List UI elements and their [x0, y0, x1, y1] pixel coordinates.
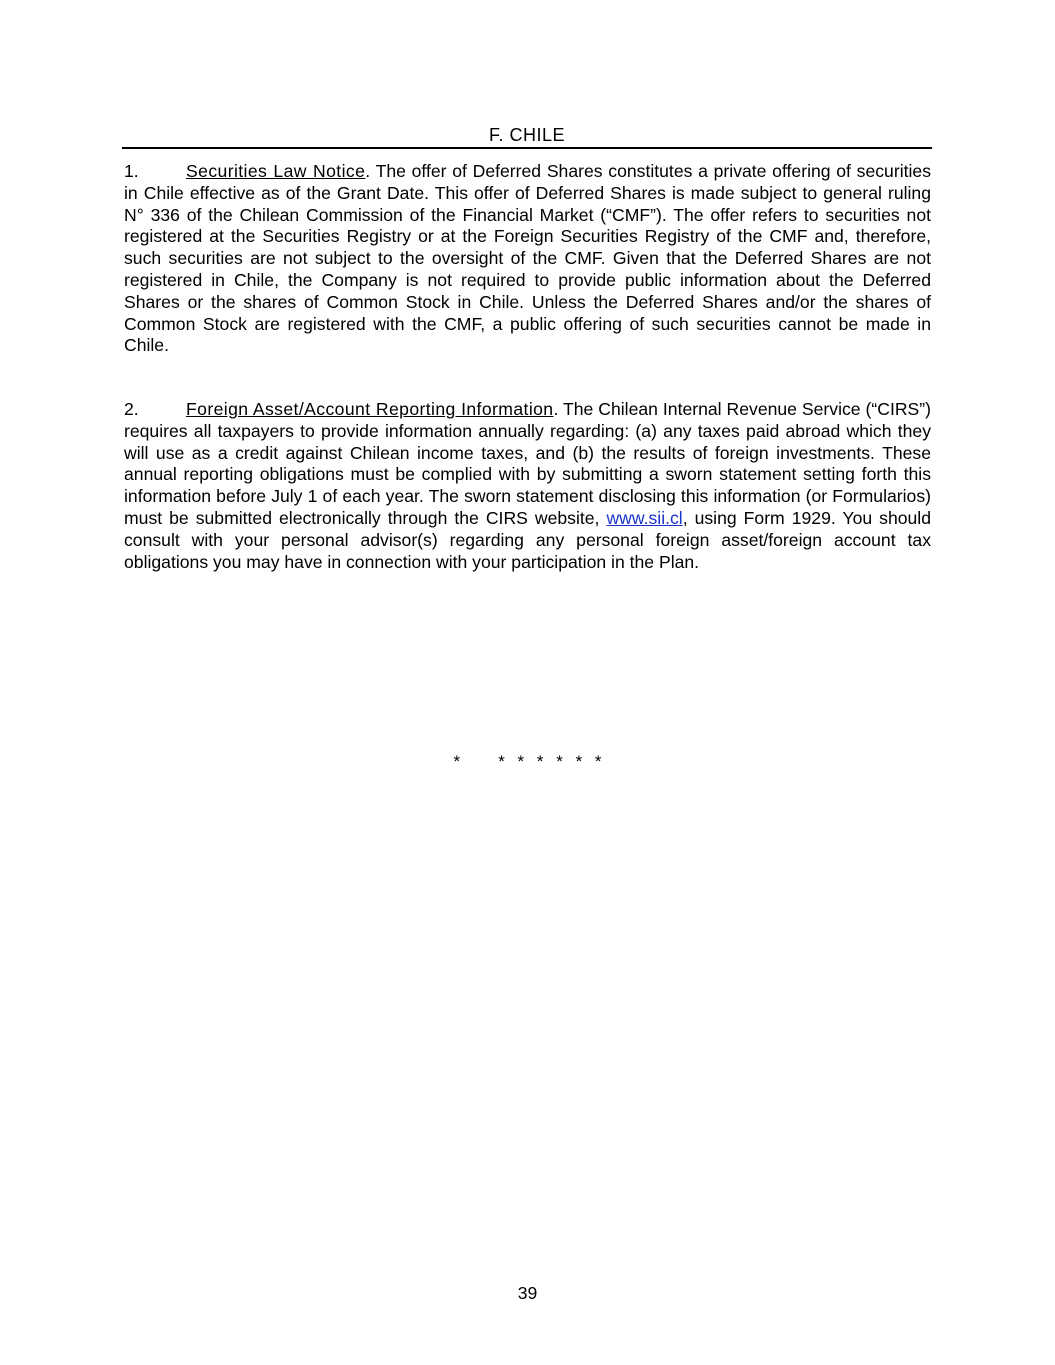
- paragraph-securities-law-notice: [124, 161, 931, 357]
- paragraph-body: . The Chilean Internal Revenue Service (“CIRS”) requires all taxpayers to provide information annually regarding: (a) any taxes paid abroad which they will use as a credit against Chilean income taxes, and (b) the results of foreign investments. These annual reporting obligations must be complied with by submitting a sworn statement setting forth this information before July 1 of each year. The sworn statement disclosing this information (or Formularios) must be submitted electronically through the CIRS website,: [124, 399, 931, 528]
- paragraph-caption: Securities Law Notice: [186, 161, 366, 181]
- paragraph-number: 2.: [124, 399, 139, 419]
- section-separator: * * * * * * *: [453, 752, 602, 771]
- page-number: 39: [517, 1283, 538, 1303]
- paragraph-body: . The offer of Deferred Shares constitutes a private offering of securities in Chile effective as of the Grant Date. This offer of Deferred Shares is made subject to general ruling N° 336 of the Chilean Commission of the Financial Market (“CMF”). The offer refers to securities not registered at the Securities Registry or at the Foreign Securities Registry of the CMF and, therefore, such securities are not subject to the oversight of the CMF. Given that the Deferred Shares are not registered in Chile, the Company is not required to provide public information about the Deferred Shares or the shares of Common Stock in Chile. Unless the Deferred Shares and/or the shares of Common Stock are registered with the CMF, a public offering of such securities cannot be made in Chile.: [124, 161, 931, 356]
- paragraph-number: 1.: [124, 161, 139, 181]
- paragraph-foreign-asset-reporting: [124, 399, 931, 573]
- paragraph-body-continued: , using Form 1929. You should consult with your personal advisor(s) regarding any personal foreign asset/foreign account tax obligations you may have in connection with your participation in the Plan.: [124, 507, 931, 572]
- sii-website-link[interactable]: www.sii.cl: [606, 507, 683, 528]
- section-heading: F. CHILE: [122, 124, 932, 149]
- paragraph-caption: Foreign Asset/Account Reporting Information: [186, 399, 554, 419]
